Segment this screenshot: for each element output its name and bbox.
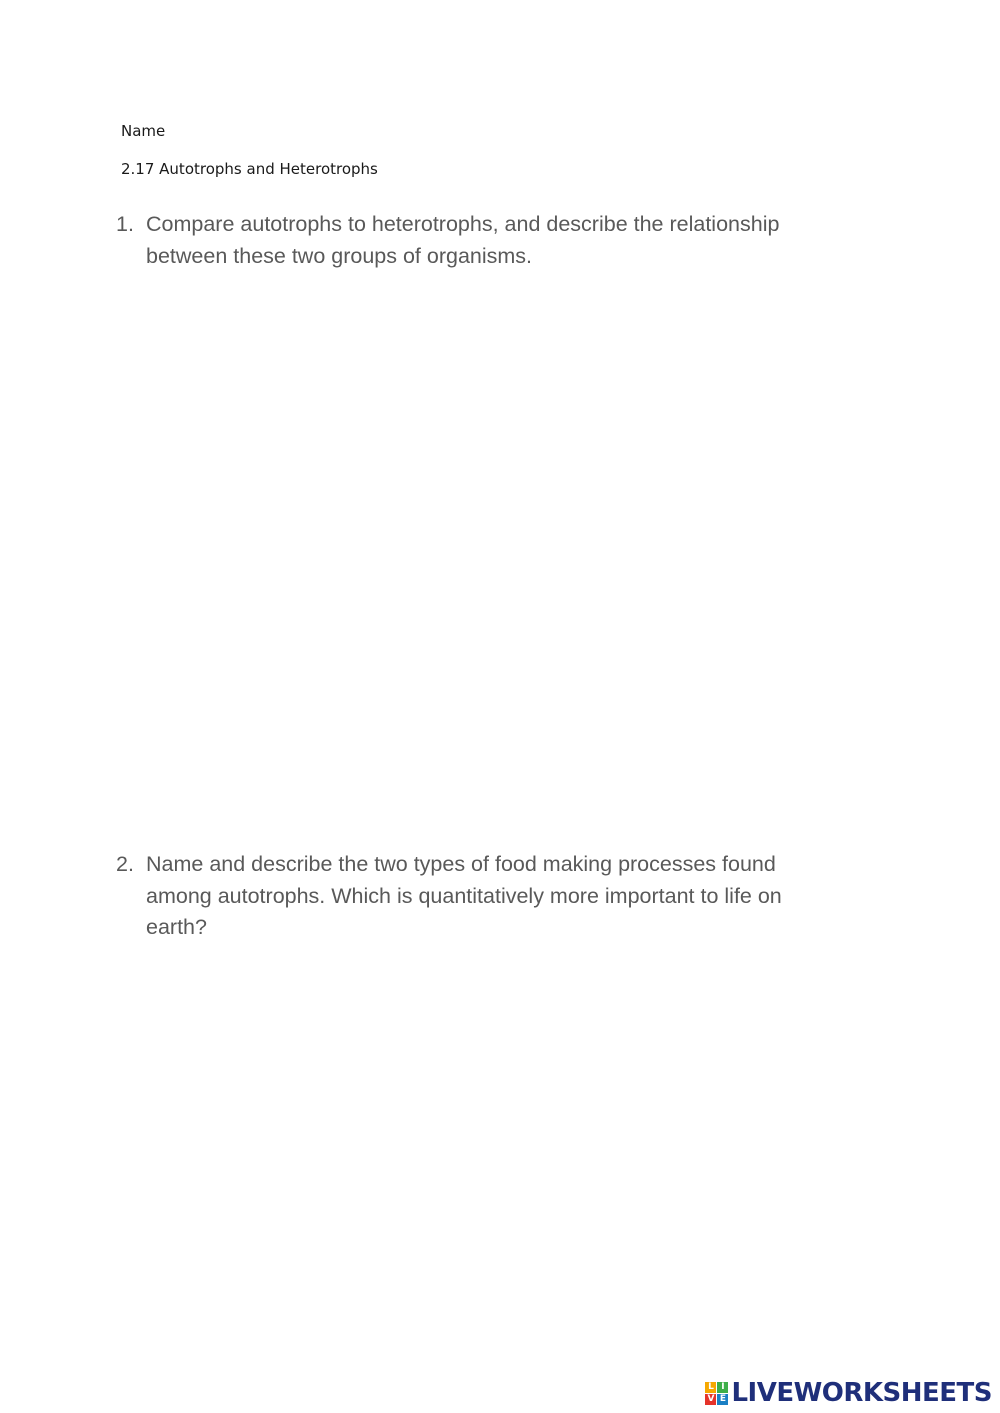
question-text: Compare autotrophs to heterotrophs, and describe the relationship between these two groups of organisms. [146, 212, 780, 268]
question-1 [116, 209, 836, 272]
question-2 [116, 849, 836, 944]
logo-letter-e: E [717, 1394, 728, 1405]
question-number: 2. [116, 852, 134, 876]
logo-letter-v: V [705, 1394, 716, 1405]
answer-area-1[interactable] [146, 290, 836, 810]
question-text: Name and describe the two types of food making processes found among autotrophs. Which is quantitatively more important to life on earth? [146, 852, 782, 939]
worksheet-title: 2.17 Autotrophs and Heterotrophs [121, 160, 378, 178]
question-number: 1. [116, 212, 134, 236]
liveworksheets-logo-icon [705, 1382, 728, 1405]
liveworksheets-brand [705, 1378, 992, 1408]
logo-letter-i: I [717, 1382, 728, 1393]
brand-name: LIVEWORKSHEETS [731, 1378, 992, 1408]
name-label: Name [121, 122, 166, 140]
logo-letter-l: L [705, 1382, 716, 1393]
answer-area-2[interactable] [146, 960, 836, 1320]
